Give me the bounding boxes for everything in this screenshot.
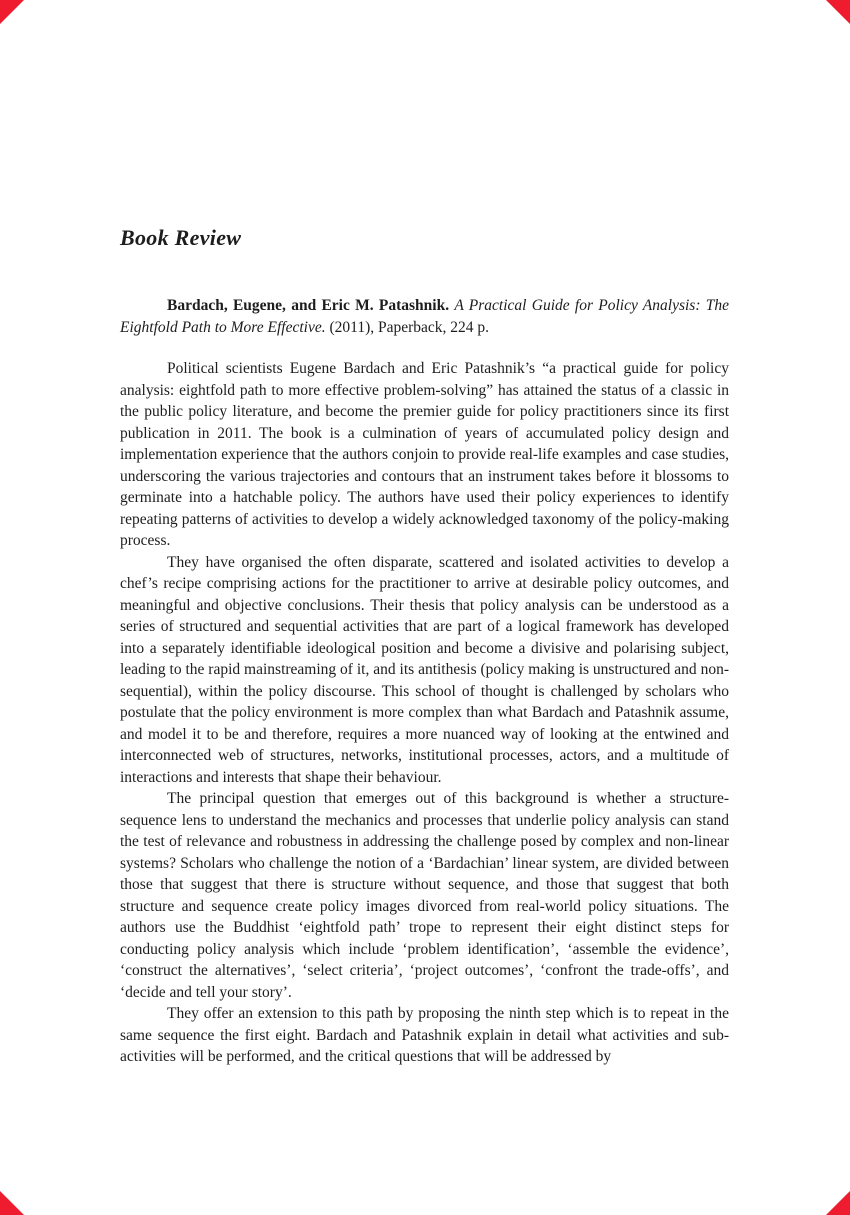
paragraph-2: They have organised the often disparate, scattered and isolated activities to develop a chef’s recipe comprising actions for the practitioner to arrive at desirable policy outcomes, and meaningful and objective conclusions. Their thesis that policy analysis can be understood as a series of structured and sequential activities that are part of a logical framework has developed into a separately identifiable ideological position and become a divisive and polarising subject, leading to the rapid mainstreaming of it, and its antithesis (policy making is unstructured and non-sequential), within the policy discourse. This school of thought is challenged by scholars who postulate that the policy environment is more complex than what Bardach and Patashnik assume, and model it to be and therefore, requires a more nuanced way of looking at the entwined and interconnected web of structures, networks, institutional processes, actors, and a multitude of interactions and interests that shape their behaviour. <box>120 553 729 786</box>
paragraph-1: Political scientists Eugene Bardach and Eric Patashnik’s “a practical guide for policy analysis: eightfold path to more effective problem-solving” has attained the status of a classic in the public policy literature, and become the premier guide for policy practitioners since its first publication in 2011. The book is a culmination of years of accumulated policy design and implementation experience that the authors conjoin to provide real-life examples and case studies, underscoring the various trajectories and contours that an instrument takes before it blossoms to germinate into a hatchable policy. The authors have used their policy experiences to identify repeating patterns of activities to develop a widely acknowledged taxonomy of the policy-making process. <box>120 360 729 549</box>
corner-marker-top-left <box>0 0 24 24</box>
paragraph-3: The principal question that emerges out of this background is whether a structure-sequence lens to understand the mechanics and processes that underlie policy analysis can stand the test of relevance and robustness in addressing the challenge posed by complex and non-linear systems? Scholars who challenge the notion of a ‘Bardachian’ linear system, are divided between those that suggest that there is structure without sequence, and those that suggest that both structure and sequence create policy images divorced from real-world policy situations. The authors use the Buddhist ‘eightfold path’ trope to represent their eight distinct steps for conducting policy analysis which include ‘problem identification’, ‘assemble the evidence’, ‘construct the alternatives’, ‘select criteria’, ‘project outcomes’, ‘confront the trade-offs’, and ‘decide and tell your story’. <box>120 790 729 1001</box>
corner-marker-top-right <box>826 0 850 24</box>
paragraph-4: They offer an extension to this path by proposing the ninth step which is to repeat in the same sequence the first eight. Bardach and Patashnik explain in detail what activities and sub-activities will be performed, and the critical questions that will be addressed by <box>120 1005 729 1065</box>
page-title: Book Review <box>120 225 242 250</box>
book-citation <box>120 295 729 338</box>
corner-marker-bottom-right <box>826 1191 850 1215</box>
corner-marker-bottom-left <box>0 1191 24 1215</box>
citation-book-title: A Practical Guide for Policy Analysis: The Eightfold Path to More Effective. <box>120 297 730 336</box>
article-body <box>120 295 729 1068</box>
citation-authors: Bardach, Eugene, and Eric M. Patashnik. <box>167 297 450 314</box>
citation-details: (2011), Paperback, 224 p. <box>329 318 490 336</box>
